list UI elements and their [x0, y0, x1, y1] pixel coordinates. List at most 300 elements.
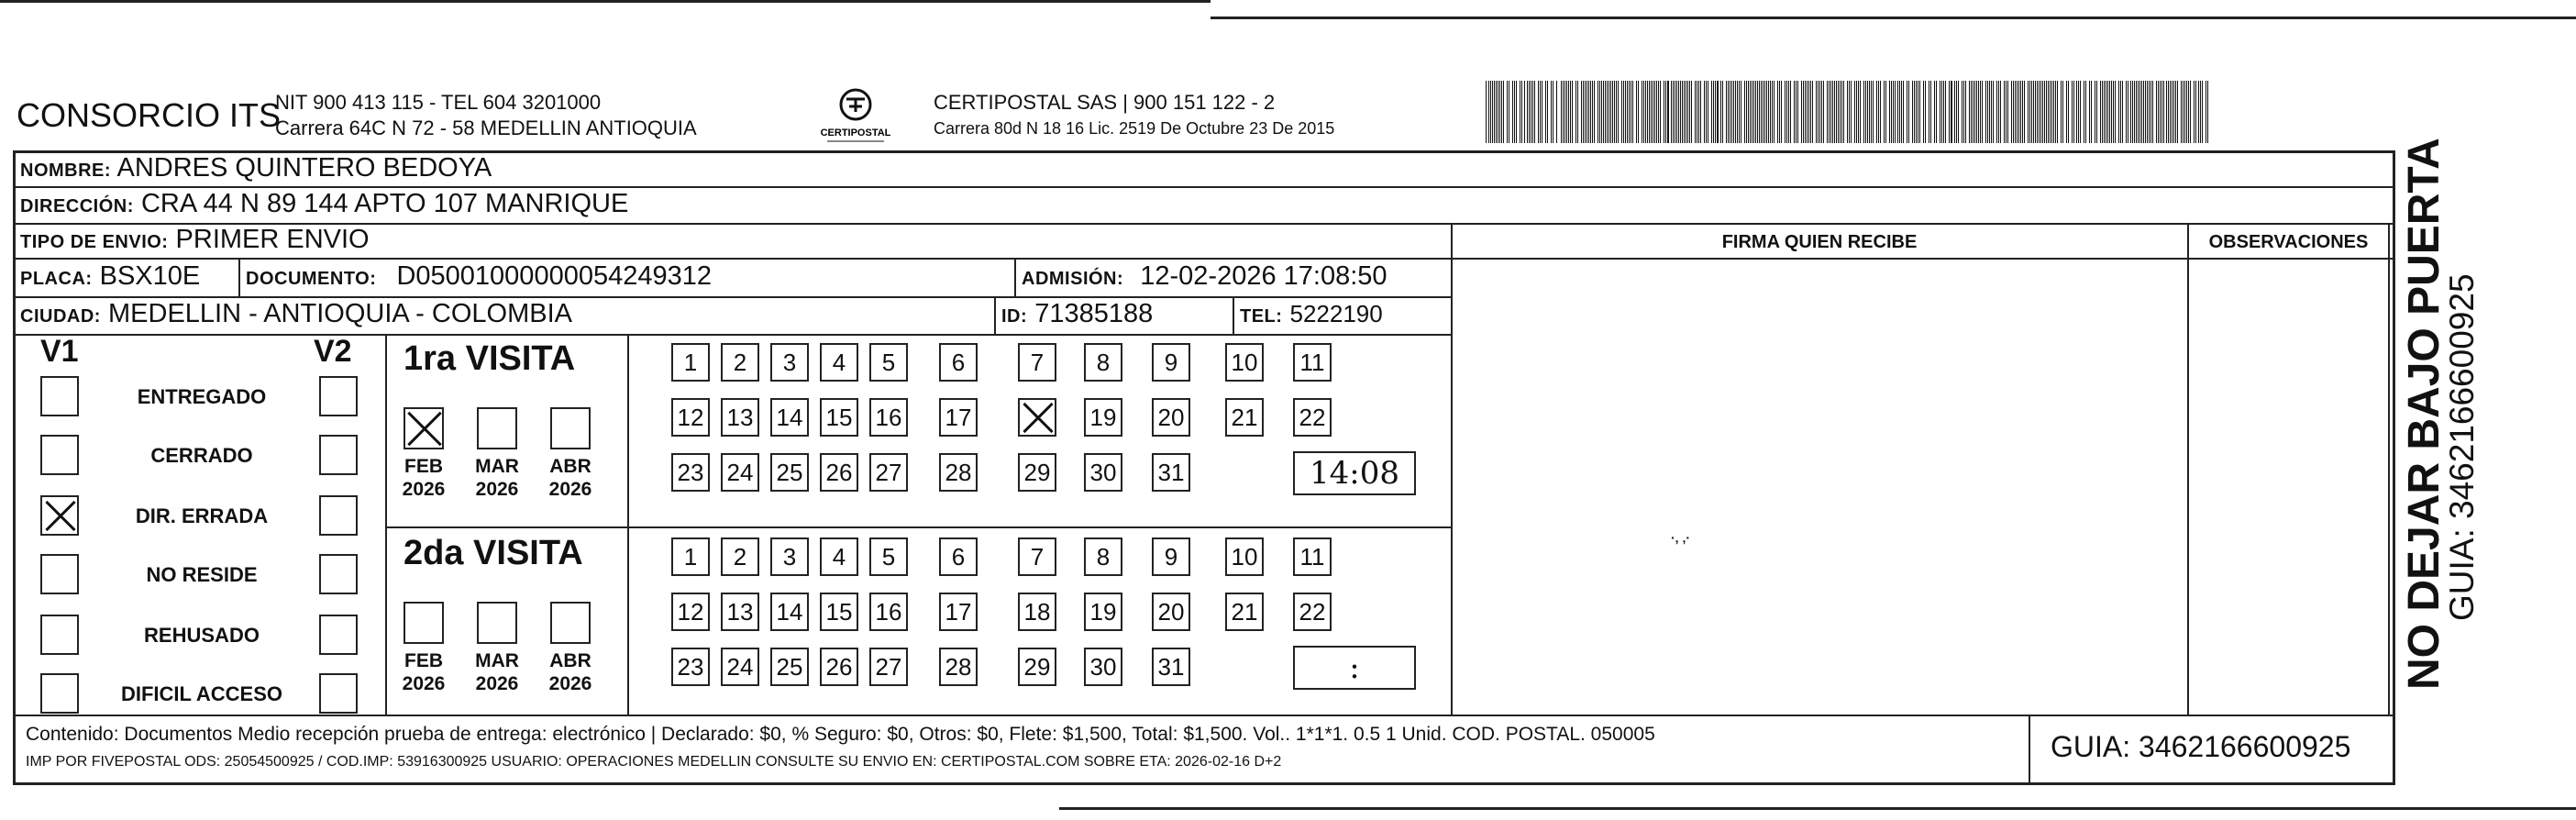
barcode-bar	[2013, 81, 2014, 143]
month-label	[468, 649, 526, 695]
barcode-bar	[1816, 81, 1817, 143]
barcode-bar	[2149, 81, 2150, 143]
v1-header: V1	[40, 334, 79, 369]
barcode-bar	[1676, 81, 1677, 143]
month-checkbox[interactable]	[477, 407, 517, 449]
barcode-bar	[1941, 81, 1942, 143]
barcode-bar	[1592, 81, 1593, 143]
barcode-bar	[2091, 81, 2092, 143]
status-v1-checkbox[interactable]	[40, 376, 79, 416]
tel-value: 5222190	[1289, 300, 1383, 327]
barcode-bar	[1818, 81, 1819, 143]
day-box[interactable]: 1	[671, 537, 710, 576]
barcode-bar	[1989, 81, 1990, 143]
barcode-bar	[1665, 81, 1666, 143]
row-line	[13, 258, 2395, 260]
day-box[interactable]: 19	[1084, 398, 1122, 437]
day-box[interactable]: 4	[820, 343, 858, 382]
barcode-bar	[1722, 81, 1723, 143]
barcode-bar	[2004, 81, 2005, 143]
barcode-bar	[2011, 81, 2012, 143]
status-v1-checkbox[interactable]	[40, 673, 79, 714]
barcode-bar	[1923, 81, 1924, 143]
barcode-bar	[1889, 81, 1890, 143]
barcode-bar	[1891, 81, 1892, 143]
barcode-bar	[1746, 81, 1747, 143]
barcode-bar	[1919, 81, 1920, 143]
barcode-bar	[1956, 81, 1957, 143]
barcode-bar	[1521, 81, 1522, 143]
row-line	[13, 186, 2395, 188]
barcode-bar	[2096, 81, 2097, 143]
barcode-bar	[1794, 81, 1795, 143]
barcode-bar	[1827, 81, 1828, 143]
tel-label: TEL:	[1240, 306, 1283, 327]
barcode-bar	[1930, 81, 1931, 143]
row-line	[13, 715, 2395, 716]
tipo-envio-row	[20, 225, 370, 255]
ciudad-label: CIUDAD:	[20, 306, 101, 327]
day-box[interactable]: 8	[1084, 343, 1122, 382]
barcode-bar	[2181, 81, 2182, 143]
barcode-bar	[1838, 81, 1839, 143]
barcode-bar	[2143, 81, 2144, 143]
barcode-bar	[1638, 81, 1639, 143]
status-v1-checkbox[interactable]	[40, 495, 79, 536]
barcode-bar	[2006, 81, 2007, 143]
barcode-bar	[2051, 81, 2052, 143]
company-info	[275, 90, 697, 141]
visit-time[interactable]: 14:08	[1293, 451, 1416, 495]
barcode-bar	[1781, 81, 1782, 143]
barcode-bar	[1963, 81, 1964, 143]
day-box[interactable]: 18	[1018, 593, 1056, 631]
month-label	[468, 455, 526, 501]
barcode-bar	[1832, 81, 1833, 143]
month-checkbox[interactable]	[477, 602, 517, 644]
day-box[interactable]: 25	[770, 648, 809, 686]
barcode-bar	[2015, 81, 2016, 143]
day-box[interactable]: 5	[869, 343, 908, 382]
month-label	[541, 455, 600, 501]
day-box[interactable]: 17	[939, 593, 978, 631]
barcode-bar	[1916, 81, 1917, 143]
barcode-bar	[1805, 81, 1806, 143]
barcode-bar	[1594, 81, 1595, 143]
barcode-bar	[1865, 81, 1866, 143]
barcode-bar	[1532, 81, 1533, 143]
tipo-envio-value: PRIMER ENVIO	[175, 225, 370, 254]
barcode-bar	[1534, 81, 1535, 143]
status-label: NO RESIDE	[146, 563, 258, 586]
day-box[interactable]: 2	[721, 343, 759, 382]
status-v2-checkbox[interactable]	[319, 615, 358, 655]
day-box[interactable]: 21	[1225, 593, 1264, 631]
day-box[interactable]: 14	[770, 593, 809, 631]
barcode-bar	[2163, 81, 2164, 143]
day-box[interactable]: 1	[671, 343, 710, 382]
top-border-line	[0, 0, 1211, 3]
barcode-bar	[1969, 81, 1970, 143]
day-box[interactable]: 24	[721, 453, 759, 492]
barcode-bar	[1623, 81, 1624, 143]
barcode-bar	[1750, 81, 1751, 143]
barcode-bar	[2024, 81, 2025, 143]
barcode-bar	[1739, 81, 1740, 143]
barcode-bar	[1761, 81, 1762, 143]
barcode-bar	[1871, 81, 1872, 143]
status-label: REHUSADO	[144, 624, 260, 647]
barcode-bar	[2166, 81, 2167, 143]
status-v2-checkbox[interactable]	[319, 376, 358, 416]
barcode-bar	[1807, 81, 1808, 143]
barcode-bar	[1819, 81, 1820, 143]
barcode-bar	[1651, 81, 1652, 143]
id-label: ID:	[1001, 306, 1028, 327]
day-box[interactable]: 29	[1018, 648, 1056, 686]
barcode-bar	[1812, 81, 1813, 143]
barcode-bar	[1700, 81, 1701, 143]
barcode-bar	[1514, 81, 1515, 143]
admision-value: 12-02-2026 17:08:50	[1140, 261, 1388, 291]
barcode-bar	[1772, 81, 1773, 143]
day-box[interactable]: 2	[721, 537, 759, 576]
barcode-bar	[1847, 81, 1848, 143]
day-box[interactable]: 26	[820, 453, 858, 492]
barcode-bar	[1540, 81, 1541, 143]
barcode-bar	[1867, 81, 1868, 143]
day-box[interactable]: 16	[869, 593, 908, 631]
barcode-bar	[2184, 81, 2185, 143]
barcode-bar	[2147, 81, 2148, 143]
barcode-bar	[1632, 81, 1633, 143]
status-v1-checkbox[interactable]	[40, 435, 79, 475]
day-box[interactable]: 24	[721, 648, 759, 686]
carrier-address-line: Carrera 80d N 18 16 Lic. 2519 De Octubre 23 De 2015	[934, 119, 1335, 138]
month-name: MAR	[475, 650, 519, 671]
barcode-bar	[1564, 81, 1565, 143]
day-box[interactable]: 31	[1152, 648, 1190, 686]
barcode-bar	[1561, 81, 1562, 143]
barcode-bar	[2066, 81, 2067, 143]
day-box[interactable]: 26	[820, 648, 858, 686]
barcode-bar	[2136, 81, 2137, 143]
barcode-bar	[2076, 81, 2077, 143]
barcode-bar	[1568, 81, 1569, 143]
month-year: 2026	[402, 479, 446, 500]
barcode-bar	[1687, 81, 1688, 143]
barcode-bar	[1996, 81, 1997, 143]
signature-marks: ·‚ ‚·	[1671, 530, 1690, 545]
barcode-bar	[1621, 81, 1622, 143]
day-box[interactable]: 15	[820, 593, 858, 631]
month-name: MAR	[475, 456, 519, 477]
placa-field	[20, 261, 200, 292]
barcode-bar	[1645, 81, 1646, 143]
day-box[interactable]: 19	[1084, 593, 1122, 631]
day-box[interactable]: 13	[721, 398, 759, 437]
day-box[interactable]: 27	[869, 453, 908, 492]
day-box[interactable]: 11	[1293, 537, 1332, 576]
day-box[interactable]: 29	[1018, 453, 1056, 492]
barcode-bar	[2104, 81, 2105, 143]
barcode-bar	[1507, 81, 1508, 143]
side-instruction: NO DEJAR BAJO PUERTA	[2400, 138, 2449, 690]
barcode-bar	[2029, 81, 2030, 143]
barcode-bar	[1499, 81, 1500, 143]
barcode-bar	[1717, 81, 1719, 143]
barcode-bar	[2022, 81, 2023, 143]
barcode-bar	[1496, 81, 1497, 143]
col-line	[994, 296, 996, 334]
day-box[interactable]: 7	[1018, 343, 1056, 382]
month-name: ABR	[549, 650, 591, 671]
barcode-bar	[1728, 81, 1729, 143]
barcode-bar	[1779, 81, 1780, 143]
barcode-bar	[1880, 81, 1881, 143]
barcode-bar	[1949, 81, 1950, 143]
barcode-bar	[1572, 81, 1573, 143]
barcode-bar	[1713, 81, 1714, 143]
barcode-bar	[1733, 81, 1734, 143]
day-box[interactable]: 9	[1152, 537, 1190, 576]
barcode-bar	[2183, 81, 2184, 143]
day-box[interactable]: 9	[1152, 343, 1190, 382]
status-v1-checkbox[interactable]	[40, 554, 79, 594]
barcode-bar	[1790, 81, 1791, 143]
day-box[interactable]: 28	[939, 453, 978, 492]
observaciones-header: OBSERVACIONES	[2208, 232, 2369, 252]
barcode-bar	[2115, 81, 2116, 143]
barcode-bar	[1925, 81, 1926, 143]
barcode-bar	[1901, 81, 1902, 143]
day-box[interactable]: 22	[1293, 398, 1332, 437]
barcode-bar	[1720, 81, 1721, 143]
status-v1-checkbox[interactable]	[40, 615, 79, 655]
barcode-bar	[1636, 81, 1637, 143]
barcode-bar	[1786, 81, 1787, 143]
footer-contents: Contenido: Documentos Medio recepción prueba de entrega: electrónico | Declarado: $0, % Seguro: $0, Otros: $0, Flete: $1,500, Total: $1,500. Vol.. 1*1*1. 0.5 1 Unid. COD. POSTAL. 050005	[26, 724, 1655, 745]
barcode-bar	[1829, 81, 1830, 143]
day-box[interactable]: 8	[1084, 537, 1122, 576]
barcode-bar	[1801, 81, 1802, 143]
barcode-bar	[1954, 81, 1955, 143]
barcode-bar	[1893, 81, 1894, 143]
day-box[interactable]	[1018, 398, 1056, 437]
barcode-bar	[1492, 81, 1493, 143]
barcode-bar	[1577, 81, 1578, 143]
day-box[interactable]: 10	[1225, 537, 1264, 576]
barcode-bar	[2107, 81, 2108, 143]
day-box[interactable]: 17	[939, 398, 978, 437]
barcode-bar	[1841, 81, 1842, 143]
barcode-bar	[2111, 81, 2112, 143]
day-box[interactable]: 20	[1152, 593, 1190, 631]
barcode-bar	[1840, 81, 1841, 143]
barcode-bar	[1958, 81, 1959, 143]
barcode-bar	[1895, 81, 1896, 143]
barcode-bar	[1706, 81, 1707, 143]
barcode-bar	[1691, 81, 1692, 143]
barcode-bar	[1965, 81, 1966, 143]
barcode-bar	[1590, 81, 1591, 143]
top-border-line-right	[1211, 17, 2576, 19]
barcode	[1486, 81, 2210, 143]
barcode-bar	[1854, 81, 1855, 143]
direccion-label: DIRECCIÓN:	[20, 196, 134, 216]
barcode-bar	[1566, 81, 1567, 143]
status-label: DIFICIL ACCESO	[120, 682, 282, 705]
month-checkbox[interactable]	[404, 407, 444, 449]
barcode-bar	[1858, 81, 1859, 143]
day-box[interactable]: 31	[1152, 453, 1190, 492]
day-box[interactable]: 20	[1152, 398, 1190, 437]
barcode-bar	[2020, 81, 2021, 143]
barcode-bar	[1704, 81, 1705, 143]
day-box[interactable]: 6	[939, 343, 978, 382]
visit-title: 1ra VISITA	[404, 339, 576, 378]
barcode-bar	[2033, 81, 2034, 143]
day-box[interactable]: 12	[671, 398, 710, 437]
day-box[interactable]: 22	[1293, 593, 1332, 631]
day-box[interactable]: 11	[1293, 343, 1332, 382]
barcode-bar	[2177, 81, 2178, 143]
visit-time[interactable]: :	[1293, 646, 1416, 690]
guia-number: GUIA: 3462166600925	[2051, 730, 2351, 763]
barcode-bar	[2139, 81, 2140, 143]
barcode-bar	[1667, 81, 1669, 143]
barcode-bar	[1748, 81, 1749, 143]
month-name: FEB	[404, 456, 443, 477]
day-box[interactable]: 7	[1018, 537, 1056, 576]
status-v2-checkbox[interactable]	[319, 673, 358, 714]
day-box[interactable]: 28	[939, 648, 978, 686]
day-box[interactable]: 21	[1225, 398, 1264, 437]
col-line	[2388, 223, 2390, 715]
barcode-bar	[1976, 81, 1977, 143]
barcode-bar	[2173, 81, 2174, 143]
certipostal-logo	[814, 84, 897, 150]
status-v2-checkbox[interactable]	[319, 554, 358, 594]
barcode-bar	[2113, 81, 2114, 143]
barcode-bar	[2132, 81, 2133, 143]
day-box[interactable]: 6	[939, 537, 978, 576]
barcode-bar	[1770, 81, 1771, 143]
barcode-bar	[2175, 81, 2176, 143]
barcode-bar	[1943, 81, 1944, 143]
day-box[interactable]: 30	[1084, 453, 1122, 492]
day-box[interactable]: 25	[770, 453, 809, 492]
documento-value: D05001000000054249312	[396, 261, 712, 291]
barcode-bar	[2134, 81, 2135, 143]
day-box[interactable]: 5	[869, 537, 908, 576]
barcode-bar	[2073, 81, 2074, 143]
month-year: 2026	[548, 479, 592, 500]
barcode-bar	[1654, 81, 1655, 143]
barcode-bar	[1985, 81, 1986, 143]
barcode-bar	[2078, 81, 2079, 143]
admision-field	[1022, 261, 1388, 292]
barcode-bar	[1899, 81, 1900, 143]
day-box[interactable]: 23	[671, 453, 710, 492]
barcode-bar	[1808, 81, 1809, 143]
day-box[interactable]: 12	[671, 593, 710, 631]
barcode-bar	[2053, 81, 2054, 143]
barcode-bar	[1945, 81, 1946, 143]
barcode-bar	[1885, 81, 1886, 143]
id-value: 71385188	[1034, 299, 1154, 328]
month-year: 2026	[475, 673, 519, 694]
barcode-bar	[2141, 81, 2142, 143]
barcode-bar	[1912, 81, 1913, 143]
admision-label: ADMISIÓN:	[1022, 269, 1124, 289]
barcode-bar	[1936, 81, 1937, 143]
day-box[interactable]: 30	[1084, 648, 1122, 686]
month-year: 2026	[402, 673, 446, 694]
barcode-bar	[2068, 81, 2069, 143]
barcode-bar	[1810, 81, 1811, 143]
barcode-bar	[1768, 81, 1769, 143]
placa-label: PLACA:	[20, 269, 93, 289]
barcode-bar	[2120, 81, 2121, 143]
barcode-bar	[1797, 81, 1798, 143]
col-line	[1451, 223, 1453, 715]
day-box[interactable]: 16	[869, 398, 908, 437]
barcode-bar	[1551, 81, 1552, 143]
month-name: ABR	[549, 456, 591, 477]
month-checkbox[interactable]	[404, 602, 444, 644]
day-box[interactable]: 23	[671, 648, 710, 686]
barcode-bar	[1658, 81, 1659, 143]
day-box[interactable]: 13	[721, 593, 759, 631]
barcode-bar	[1516, 81, 1517, 143]
barcode-bar	[1512, 81, 1513, 143]
barcode-bar	[2138, 81, 2139, 143]
day-box[interactable]: 10	[1225, 343, 1264, 382]
nombre-value: ANDRES QUINTERO BEDOYA	[116, 153, 492, 183]
barcode-bar	[1556, 81, 1557, 143]
month-checkbox[interactable]	[550, 602, 591, 644]
day-box[interactable]: 3	[770, 343, 809, 382]
status-v2-checkbox[interactable]	[319, 495, 358, 536]
barcode-bar	[1607, 81, 1608, 143]
barcode-bar	[2031, 81, 2032, 143]
barcode-bar	[2080, 81, 2081, 143]
barcode-bar	[2072, 81, 2073, 143]
day-box[interactable]: 27	[869, 648, 908, 686]
nombre-label: NOMBRE:	[20, 161, 112, 181]
col-line	[2029, 715, 2030, 785]
barcode-bar	[1610, 81, 1611, 143]
day-box[interactable]: 14	[770, 398, 809, 437]
barcode-bar	[1759, 81, 1760, 143]
barcode-bar	[1494, 81, 1495, 143]
barcode-bar	[1863, 81, 1864, 143]
barcode-bar	[2042, 81, 2043, 143]
barcode-bar	[1998, 81, 1999, 143]
barcode-bar	[2161, 81, 2162, 143]
barcode-bar	[1689, 81, 1690, 143]
status-label: DIR. ERRADA	[135, 504, 269, 527]
day-box[interactable]: 15	[820, 398, 858, 437]
month-label	[541, 649, 600, 695]
barcode-bar	[1766, 81, 1767, 143]
status-v2-checkbox[interactable]	[319, 435, 358, 475]
month-checkbox[interactable]	[550, 407, 591, 449]
firma-header: FIRMA QUIEN RECIBE	[1721, 232, 1918, 252]
day-box[interactable]: 3	[770, 537, 809, 576]
day-box[interactable]: 4	[820, 537, 858, 576]
